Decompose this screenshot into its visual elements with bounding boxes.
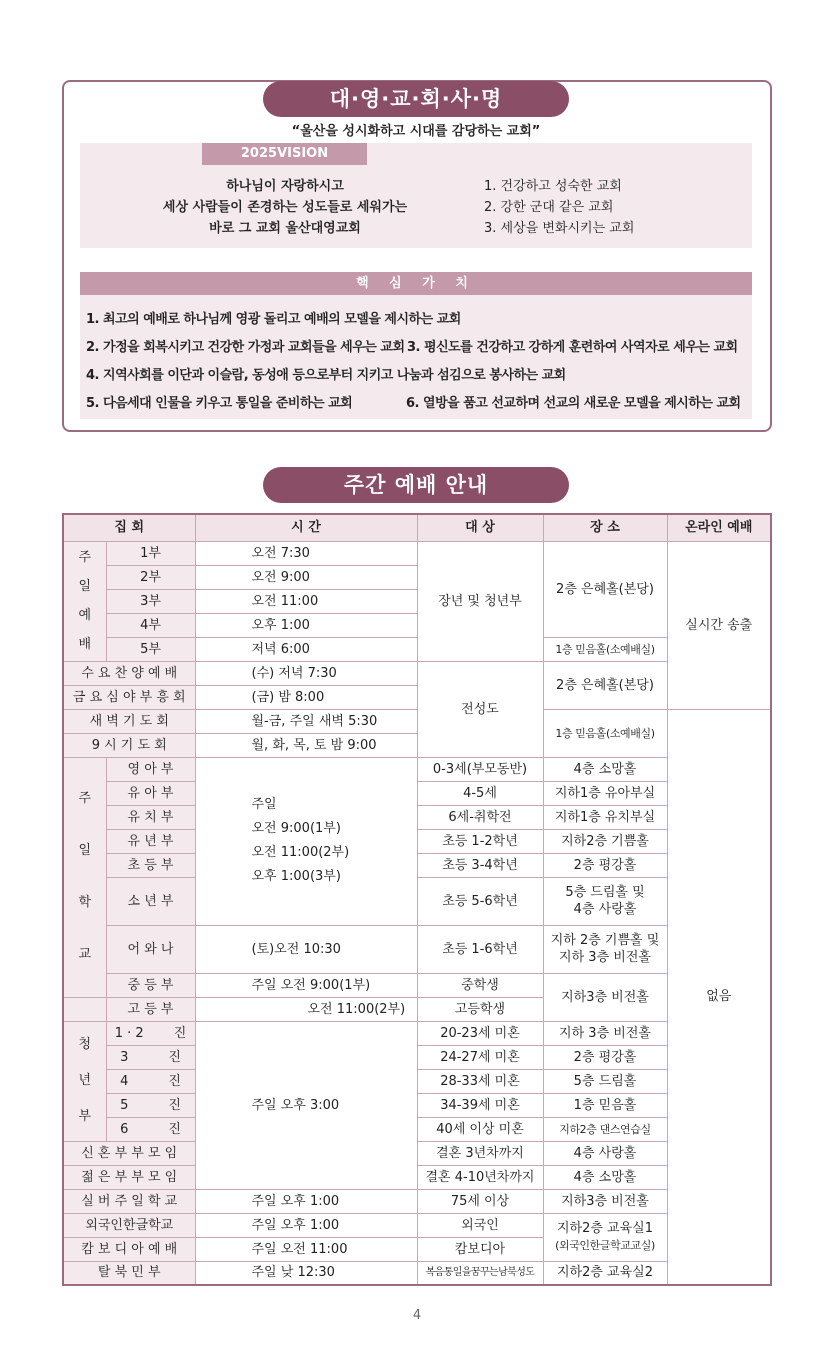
youth-target: 34-39세 미혼 [417,1093,543,1117]
meeting-place: 지하3층 비전홀 [543,1189,667,1213]
meeting-place: 지하2층 교육실1 (외국인한글학교교실) [543,1213,667,1261]
dept-target: 4-5세 [417,781,543,805]
table-row [63,853,771,877]
table-row [63,1213,771,1237]
table-row [63,541,771,565]
table-header-row [63,514,771,541]
dept-place: 지하 2층 기쁨홀 및 지하 3층 비전홀 [543,925,667,973]
core-value: 4. 지역사회를 이단과 이슬람, 동성애 등으로부터 지키고 나눔과 섬김으로 봉사하는 교회 [86,368,566,383]
meeting-time: 주일 낮 12:30 [195,1261,417,1285]
dept-name: 중 등 부 [106,973,195,997]
table-row [63,1117,771,1141]
vision-goals [484,176,744,239]
dept-name: 유 아 부 [106,781,195,805]
meeting-time: 주일 오전 11:00 [195,1237,417,1261]
service-name: 2부 [106,565,195,589]
dept-name: 유 년 부 [106,829,195,853]
dept-target: 초등 5-6학년 [417,877,543,925]
dept-time: 오전 11:00(2부) [195,997,417,1021]
table-row [63,877,771,901]
meeting-name: 신 혼 부 부 모 임 [63,1141,195,1165]
service-name: 1부 [106,541,195,565]
table-row [63,1189,771,1213]
group-spacer [63,997,106,1021]
service-time: 오전 7:30 [195,541,417,565]
core-values-label: 핵 심 가 치 [80,272,752,295]
meeting-name: 금 요 심 야 부 흥 회 [63,685,195,709]
service-place: 2층 은혜홀(본당) [543,541,667,637]
table-row [63,1045,771,1069]
table-row [63,781,771,805]
meeting-time: (금) 밤 8:00 [195,685,417,709]
meeting-place: 4층 사랑홀 [543,1141,667,1165]
dept-target: 초등 1-2학년 [417,829,543,853]
dept-name: 소 년 부 [106,877,195,925]
youth-place: 지하 3층 비전홀 [543,1021,667,1045]
youth-dept-name: 1 · 2 진 [106,1021,195,1045]
header-time: 시 간 [195,514,417,541]
core-value: 2. 가정을 회복시키고 건강한 가정과 교회들을 세우는 교회 [86,340,405,355]
service-time: 오전 9:00 [195,565,417,589]
vision-label: 2025VISION [202,143,367,165]
worship-title: 주간 예배 안내 [263,467,569,503]
online-status: 없음 [667,709,771,1285]
table-row [63,757,771,781]
youth-target: 24-27세 미혼 [417,1045,543,1069]
vision-statement [110,176,460,239]
dept-target: 0-3세(부모동반) [417,757,543,781]
dept-place: 5층 드림홀 및 4층 사랑홀 [543,877,667,925]
header-target: 대 상 [417,514,543,541]
meeting-time: 주일 오후 1:00 [195,1189,417,1213]
dept-target: 초등 3-4학년 [417,853,543,877]
table-row [63,661,771,685]
core-value: 1. 최고의 예배로 하나님께 영광 돌리고 예배의 모델을 제시하는 교회 [86,312,461,327]
table-row [63,829,771,853]
youth-target: 28-33세 미혼 [417,1069,543,1093]
vision-line: 하나님이 자랑하시고 [226,179,344,194]
vision-goal: 2. 강한 군대 같은 교회 [484,200,614,215]
meeting-time: 주일 오후 1:00 [195,1213,417,1237]
vision-goal: 1. 건강하고 성숙한 교회 [484,179,622,194]
youth-target: 20-23세 미혼 [417,1021,543,1045]
meeting-target: 75세 이상 [417,1189,543,1213]
meeting-name: 탈 북 민 부 [63,1261,195,1285]
meeting-time: 월-금, 주일 새벽 5:30 [195,709,417,733]
youth-place: 지하2층 댄스연습실 [543,1117,667,1141]
meeting-target: 캄보디아 [417,1237,543,1261]
table-row [63,1261,771,1285]
dept-name: 어 와 나 [106,925,195,973]
meeting-place: 4층 소망홀 [543,1165,667,1189]
meeting-name: 수 요 찬 양 예 배 [63,661,195,685]
meeting-place: 지하2층 교육실2 [543,1261,667,1285]
meeting-name: 실 버 주 일 학 교 [63,1189,195,1213]
youth-place: 1층 믿음홀 [543,1093,667,1117]
meeting-time: (수) 저녁 7:30 [195,661,417,685]
online-status: 실시간 송출 [667,541,771,709]
group-youth: 청년부 [63,1021,106,1141]
service-time: 저녁 6:00 [195,637,417,661]
vision-goal: 3. 세상을 변화시키는 교회 [484,221,635,236]
service-time: 오후 1:00 [195,613,417,637]
core-value: 3. 평신도를 건강하고 강하게 훈련하여 사역자로 세우는 교회 [407,340,738,355]
meeting-name: 외국인한글학교 [63,1213,195,1237]
table-row [63,1165,771,1189]
header-online: 온라인 예배 [667,514,771,541]
table-row [63,1141,771,1165]
service-place: 1층 믿음홀(소예배실) [543,637,667,661]
dept-place: 지하3층 비전홀 [543,973,667,1021]
meeting-name: 젊 은 부 부 모 임 [63,1165,195,1189]
table-row [63,973,771,997]
dept-name: 유 치 부 [106,805,195,829]
group-sunday-worship: 주일예배 [63,541,106,661]
meeting-name: 캄 보 디 아 예 배 [63,1237,195,1261]
dept-name: 초 등 부 [106,853,195,877]
header-place: 장 소 [543,514,667,541]
core-value: 6. 열방을 품고 선교하며 선교의 새로운 모델을 제시하는 교회 [406,396,741,411]
youth-dept-name: 3 진 [106,1045,195,1069]
youth-place: 2층 평강홀 [543,1045,667,1069]
dept-target: 중학생 [417,973,543,997]
service-target: 장년 및 청년부 [417,541,543,661]
group-sunday-school: 주일학교 [63,757,106,997]
meeting-name: 새 벽 기 도 회 [63,709,195,733]
motto: “울산을 성시화하고 시대를 감당하는 교회” [291,124,541,139]
youth-dept-name: 4 진 [106,1069,195,1093]
dept-place: 지하1층 유치부실 [543,805,667,829]
service-name: 3부 [106,589,195,613]
core-value: 5. 다음세대 인물을 키우고 통일을 준비하는 교회 [86,396,353,411]
dept-time: (토)오전 10:30 [195,925,417,973]
service-name: 4부 [106,613,195,637]
service-name: 5부 [106,637,195,661]
dept-time: 주일 오전 9:00(1부) [195,973,417,997]
meeting-place: 1층 믿음홀(소예배실) [543,709,667,757]
page-number: 4 [412,1308,422,1323]
dept-place: 4층 소망홀 [543,757,667,781]
dept-target: 6세-취학전 [417,805,543,829]
youth-place: 5층 드림홀 [543,1069,667,1093]
meeting-target: 전성도 [417,661,543,757]
dept-place: 지하1층 유아부실 [543,781,667,805]
table-row [63,1069,771,1093]
school-time: 주일 오전 9:00(1부) 오전 11:00(2부) 오후 1:00(3부) [195,757,417,925]
meeting-target: 복음통일을꿈꾸는남북성도 [417,1261,543,1285]
worship-schedule-table [62,513,772,1286]
dept-target: 고등학생 [417,997,543,1021]
vision-line: 바로 그 교회 울산대영교회 [209,221,361,236]
dept-place: 2층 평강홀 [543,853,667,877]
youth-target: 40세 이상 미혼 [417,1117,543,1141]
table-row [63,925,771,949]
dept-name: 고 등 부 [106,997,195,1021]
youth-dept-name: 6 진 [106,1117,195,1141]
meeting-target: 결혼 3년차까지 [417,1141,543,1165]
service-time: 오전 11:00 [195,589,417,613]
meeting-name: 9 시 기 도 회 [63,733,195,757]
meeting-time: 월, 화, 목, 토 밤 9:00 [195,733,417,757]
meeting-place: 2층 은혜홀(본당) [543,661,667,709]
meeting-target: 결혼 4-10년차까지 [417,1165,543,1189]
dept-name: 영 아 부 [106,757,195,781]
dept-place: 지하2층 기쁨홀 [543,829,667,853]
youth-time: 주일 오후 3:00 [195,1021,417,1189]
table-row [63,1093,771,1117]
header-meeting: 집 회 [63,514,195,541]
mission-title: 대·영·교·회·사·명 [263,81,569,117]
vision-line: 세상 사람들이 존경하는 성도들로 세워가는 [162,200,408,215]
youth-dept-name: 5 진 [106,1093,195,1117]
meeting-target: 외국인 [417,1213,543,1237]
table-row [63,805,771,829]
table-row [63,1021,771,1045]
dept-target: 초등 1-6학년 [417,925,543,973]
